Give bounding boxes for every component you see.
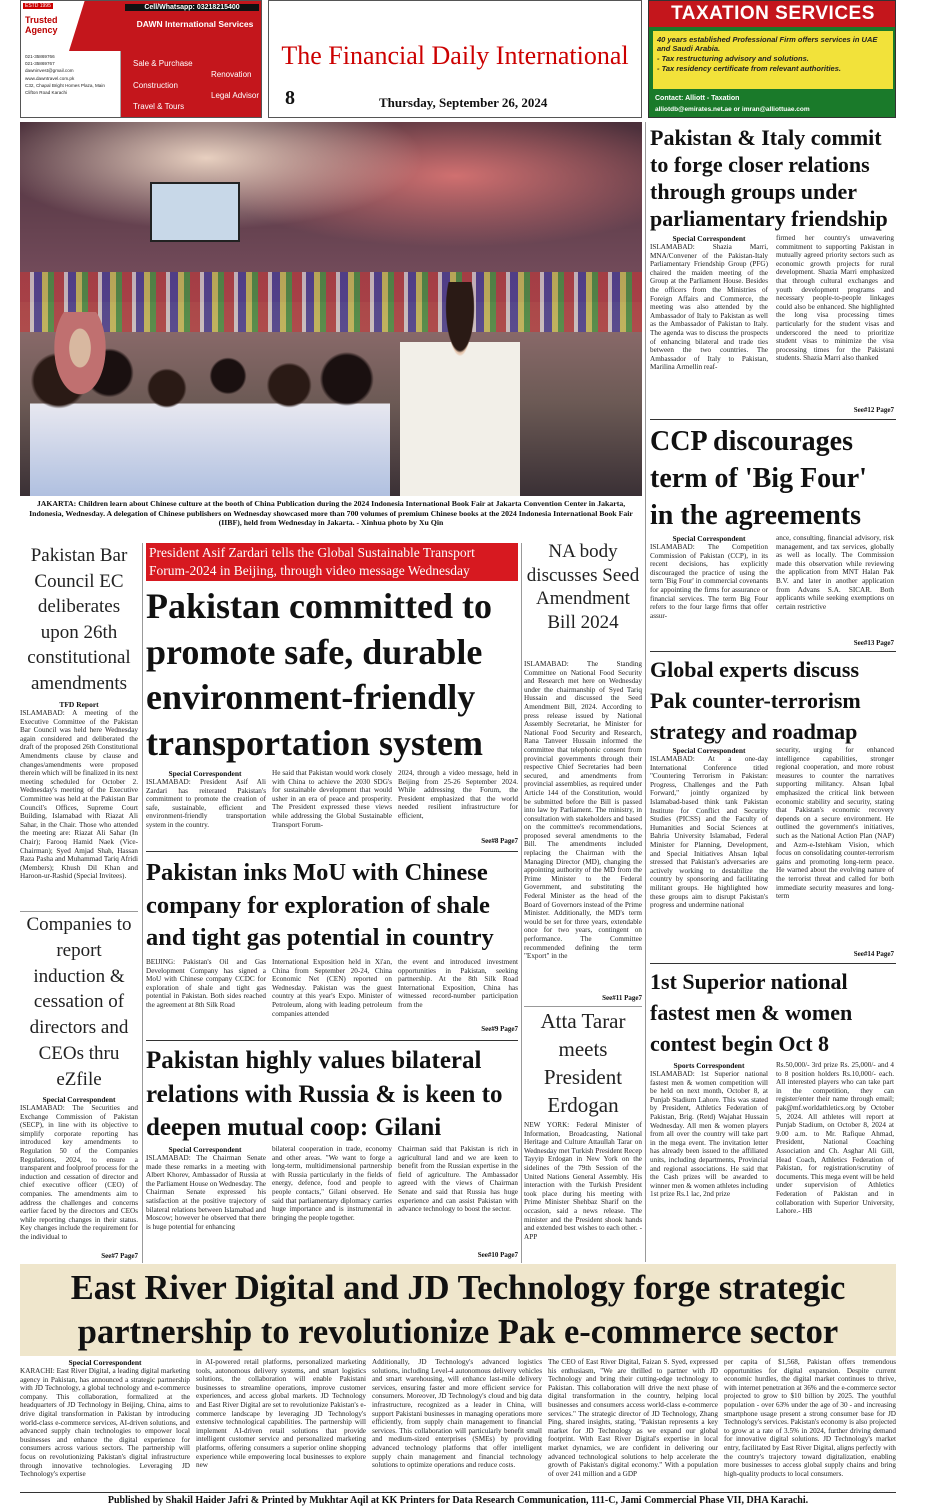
companies-body: ISLAMABAD: The Securities and Exchange Commission of Pakistan (SECP), in line with its objective to simplify corporate reporting has introduced key amendments to Regulation 50 of the Companies Regulations, 2024, to ensure a transparent and foolproof process for the induction and cessation of director and chief executive officer (CEO) of companies. The amendments aim to address the challenges and concerns earlier faced by the directors and CEOs while reporting changes in their status. Key changes include the requirement for the individual to bbox=[20, 1104, 138, 1241]
ad-service-4: Legal Advisor bbox=[211, 91, 260, 100]
zardari-body-col3: 2024, through a video message, held in Beijing from 25-26 September 2024. While addressing the Forum, the President emphasized that the world needed resilient infrastructure for efficient, bbox=[398, 769, 518, 820]
tax-ad-contact: Contact: Alliott - Taxation bbox=[655, 95, 740, 102]
ad-left-panel bbox=[21, 1, 121, 118]
photo-hijab-woman bbox=[50, 312, 110, 402]
companies-byline: Special Correspondent bbox=[42, 1095, 116, 1104]
global-continued: See#14 Page7 bbox=[853, 950, 894, 958]
erd-byline: Special Correspondent bbox=[68, 1358, 142, 1367]
italy-body-col1: ISLAMABAD: Shazia Marri, MNA/Convener of the Pakistan-Italy Parliamentary Friendship Group (PFG) chaired the maiden meeting of the Group at the Parliament House. Besides the officers from the Ministries of Foreign Affairs and Commerce, the meeting was also attended by the Ambassador of Italy to Pakistan as well as the Ambassador of Pakistan to Italy. The agenda was to discuss the prospects of enhancing bilateral and trade ties between the two countries. The Ambassador of Italy to Pakistan, Marilina Armellin reaf- bbox=[650, 243, 768, 372]
italy-continued: See#12 Page7 bbox=[853, 406, 894, 414]
contact-website: www.dawntravel.com.pk bbox=[25, 75, 75, 81]
divider bbox=[650, 963, 896, 964]
ad-dawn-international bbox=[20, 0, 262, 118]
global-body-col2: security, urging for enhanced intelligence capabilities, stronger regional cooperation, and more robust measures to counter the narratives supporting militancy. Ahsan Iqbal emphasized the critical link between economic stability and security, stating that Pakistan's economic recovery depends on a secure environment. He outlined the government's initiatives, such as the National Action Plan (NAP) and Azm-e-Istehkam Vision, which focus on consolidating counter-terrorism gains and promoting long-term peace. He warned about the evolving nature of the terrorist threat and called for both immediate security measures and long-term bbox=[776, 746, 894, 901]
global-byline: Special Correspondent bbox=[672, 746, 746, 755]
book-fair-photo bbox=[20, 122, 642, 496]
contact-address: C32, Chapal Bright Homes Plaza, Main Clifton Road Karachi bbox=[25, 82, 105, 96]
photo-screen bbox=[150, 182, 240, 242]
ad-right-panel bbox=[121, 1, 262, 118]
companies-continued: See#7 Page7 bbox=[101, 1252, 138, 1260]
ad-phone: Cell/Whatsapp: 03218215400 bbox=[125, 4, 259, 11]
companies-headline: Companies to report induction & cessation of directors and CEOs thru eZfile bbox=[26, 914, 132, 1090]
erd-body-col2: in AI-powered retail platforms, personalized marketing tools, autonomous delivery systems, and smart logistics solutions, the collaboration will enable Pakistani businesses to streamline operations, improve customer experiences, and access global markets. JD Technology and East River Digital are set to revolutionize Pakistan's e-commerce landscape by leveraging JD Technology's extensive technological capabilities. The partnership will implement AI-driven retail solutions that provide intelligent customer service and personalized marketing platforms, offering consumers a superior online shopping experience while empowering local businesses to explore new bbox=[196, 1358, 366, 1470]
zardari-body-col1: ISLAMABAD: President Asif Ali Zardari has reiterated Pakistan's commitment to promote the creation of safe, sustainable, efficient and environment-friendly transportation system in the country. bbox=[146, 778, 266, 829]
divider bbox=[146, 1040, 518, 1041]
tax-ad-box bbox=[653, 31, 893, 89]
russia-continued: See#10 Page7 bbox=[477, 1251, 518, 1259]
ccp-byline: Special Correspondent bbox=[672, 534, 746, 543]
bar-body: ISLAMABAD: A meeting of the Executive Committee of the Pakistan Bar Council was held here Wednesday again considered and deliberated the draft of the proposed 26th Constitutional Amendments clause by clause and changes/amendments were proposed therein which will be finalized in its next meeting scheduled for October 2. Wednesday's meeting of the Executive Committee was held at the Pakistan Bar Council's Offices, Supreme Court Building, Islamabad with Riazat Ali Sahar, in the Chair. Those who attended the meeting are: Riazat Ali Sahar (In Chair); Farooq Hamid Naek (Vice-Chairman); Syed Amjad Shah, Hassan Raza Pasha and Muhammad Tariq Afridi (Members); Khush Dil Khan and Haroon-ur-Rashid (Special Invitees). bbox=[20, 709, 138, 881]
footer-rule bbox=[20, 1492, 896, 1493]
superior-body-col2: Rs.50,000/- 3rd prize Rs. 25,000/- and 4 to 8 position holders Rs.10,000/- each. All interested players who can take part in the competition, they can register/enter their name through email; pak@mf.worldathletics.org by October 5, 2024. All athletes will report at Punjab Stadium, on October 8, 2024 at 9.00 a.m. to Mr. Rafique Ahmad, President, National Coaching Association and Ch. Asghar Ali Gill, Head Coach, Athletics Federation of Pakistan, for registration/scrutiny of documents. This mega event will be held under supervision of Athletics Federation of Pakistan and in collaboration with Superior University, Lahore.- HB bbox=[776, 1061, 894, 1216]
vertical-rule bbox=[521, 543, 522, 1263]
footer-imprint: Published by Shakil Haider Jafri & Printed by Mukhtar Aqil at KK Printers for Data Research Communication, 111-C, Jami Commercial Phase VII, DHA Karachi. bbox=[107, 1495, 809, 1506]
photo-bookshelf bbox=[20, 272, 642, 332]
ad-service-1: Sale & Purchase bbox=[133, 59, 193, 68]
ccp-body-col2: ance, consulting, financial advisory, risk management, and tax services, globally as well as locally. The Commission made this observation while reviewing the application from MNT Halan Pak B.V. and later in another application from Advans S.A. SICAR. Both applicants while seeking exemptions on certain restrictive bbox=[776, 534, 894, 611]
photo-woman bbox=[400, 282, 520, 496]
erd-body-col4: The CEO of East River Digital, Faizan S. Syed, expressed his enthusiasm, "We are thrilled to partner with JD Technology and bring their cutting-edge technology to Pakistan. This collaboration will drive the next phase of digital transformation in the country, helping local businesses and consumers access world-class e-commerce services." The strategic director of JD Technology, Zhang Ping, shared insights, stating, "Pakistan represents a key market for JD Technology as we expand our global footprint. With East River Digital's expertise in local market dynamics, we are confident in delivering our advanced technological solutions to help accelerate the growth of Pakistan's digital economy." With a population of over 241 million and a GDP bbox=[548, 1358, 718, 1478]
vertical-rule bbox=[142, 543, 143, 1263]
ccp-continued: See#13 Page7 bbox=[853, 639, 894, 647]
zardari-kicker: President Asif Zardari tells the Global Sustainable Transport Forum-2024 in Beijing, through video message Wednesday bbox=[146, 543, 518, 581]
russia-body-col2: bilateral cooperation in trade, economy and other areas. "We want to forge a long-term, multidimensional partnership with Russia particularly in the fields of energy, defence, food and people to people contacts," Gilani observed. He said that parliamentary diplomacy carries huge importance and is instrumental in bringing the people together. bbox=[272, 1145, 392, 1222]
contact-email: dawninvest@gmail.com bbox=[25, 68, 74, 74]
na-continued: See#11 Page7 bbox=[602, 994, 642, 1002]
bar-headline: Pakistan Bar Council EC deliberates upon 26th constitutional amendments bbox=[27, 545, 131, 694]
photo-caption: JAKARTA: Children learn about Chinese culture at the booth of China Publication during the 2024 Indonesia International Book Fair at Jakarta Convention Center in Jakarta, Indonesia, Wednesday. A delegation of Chinese publishers on Wednesday showcased more than 700 volumes of premium Chinese books at the 2024 Indonesia International Book Fair (IIBF), held from Wednesday in Jakarta. - Xinhua photo by Xu Qin bbox=[29, 499, 633, 528]
bar-byline: TFD Report bbox=[59, 700, 99, 709]
italy-byline: Special Correspondent bbox=[672, 234, 746, 243]
contact-phone-1: 021-35869766 bbox=[25, 54, 55, 59]
masthead-title: The Financial Daily International bbox=[281, 41, 629, 70]
mou-body-col1: BEIJING: Pakistan's Oil and Gas Development Company has signed a MoU with Chinese company CCDC for exploration of shale and tight gas potential in Pakistan. Both sides reached the agreement at 8th Silk Road bbox=[146, 958, 266, 1009]
global-headline: Global experts discuss Pak counter-terrorism strategy and roadmap bbox=[650, 657, 861, 744]
tax-ad-line-1: 40 years established Professional Firm offers services in UAE and Saudi Arabia. bbox=[657, 35, 878, 53]
vertical-rule bbox=[645, 122, 646, 1262]
ad-company: DAWN International Services bbox=[136, 19, 254, 29]
erd-headline-line-1: East River Digital and JD Technology forge strategic bbox=[70, 1269, 846, 1307]
erd-headline-line-2: partnership to revolutionize Pak e-commerce sector bbox=[77, 1313, 839, 1351]
ad-estd: ESTD 1995 bbox=[25, 3, 51, 9]
erd-body-col1: KARACHI: East River Digital, a leading digital marketing agency in Pakistan, has announced a strategic partnership with JD Technology, a global technology and e-commerce company. This collaboration, formalized at the headquarters of JD Technology in Beijing, China, aims to drive digital transformation in Pakistan by introducing world-class e-commerce services, AI-driven solutions, and advanced supply chain technologies to empower local businesses and enhance the digital experience for consumers across various sectors. The partnership will focus on revolutionizing Pakistan's digital infrastructure through innovative technologies. Leveraging JD Technology's expertise bbox=[20, 1367, 190, 1479]
erd-body-col5: per capita of $1,568, Pakistan offers tremendous opportunities for digital expansion. Despite current economic hurdles, the digital market continues to thrive, with internet penetration at 36% and the e-commerce sector projected to grow to $10 billion by 2025. The youthful population - over 63% under the age of 30 - and increasing smartphone usage present a strong consumer base for JD Technology's services. Pakistan's economy is also projected to grow at a rate of 3.5% in 2024, further driving demand for innovative digital solutions. JD Technology's market entry, facilitated by East River Digital, aligns perfectly with the country's trajectory toward digitalization, enabling more businesses to access global supply chains and bring high-quality products to local consumers. bbox=[724, 1358, 896, 1478]
superior-headline: 1st Superior national fastest men & women contest begin Oct 8 bbox=[650, 969, 853, 1056]
page-number: 8 bbox=[285, 87, 295, 109]
russia-headline: Pakistan highly values bilateral relations with Russia & is keen to deepen mutual coop: Gilani bbox=[146, 1047, 503, 1141]
tax-ad-line-3: - Tax residency certificate from relevant authorities. bbox=[657, 64, 841, 73]
contact-phone-2: 021-35869767 bbox=[25, 61, 55, 67]
mou-body-col2: International Exposition held in Xi'an, China from September 20-24, China Economic Net (CEN) reported on Wednesday. Pakistan was the guest country at this year's Expo. Minister of Petroleum, along with leading petroleum companies attended bbox=[272, 958, 392, 1018]
ad-service-3: Construction bbox=[133, 81, 178, 90]
mou-headline: Pakistan inks MoU with Chinese company for exploration of shale and tight gas potential in country bbox=[146, 859, 494, 951]
italy-body-col2: firmed her country's unwavering commitment to supporting Pakistan in mutually agreed priority sectors such as economic growth projects for rural development. Shazia Marri emphasized that through cultural exchanges and youth development programs and necessary people-to-people linkages could also be enhanced. She highlighted the long visa processing times particularly for the student visas and underscored the need to prioritize student visas to minimize the visa processing times for the Pakistani students. Shazia Marri also thanked bbox=[776, 234, 894, 363]
na-body: ISLAMABAD: The Standing Committee on National Food Security and Research met here on Wednesday under the chairmanship of Syed Tariq Hussain and discussed the Seed Amendment Bill, 2024. According to press release issued by National Assembly Secretariat, he Minister for National Food Security and Research, Rana Tanveer Hussain informed the committee that telephonic consent from provincial governments through their respective Chief Secretaries had been secured, and amendments from provincial assemblies, as required under Article 144 of the Constitution, would be submitted before the Bill is passed into law by Parliament. The ministry, in consultation with stakeholders and based on the committee's recommendations, proposed several amendments to the Bill. The amendments included replacing the Chairman with the Managing Director (MD), changing the appointing authority of the MD from the Prime Minister to the Federal Government, and substituting the Federal Minister as the head of the Board of Governors instead of the Prime Minister. Additionally, the MD's term would be set for three years, extendable once for two years, contingent on performance. The Committee recommended defining the term "Export" in the bbox=[524, 660, 642, 961]
ad-service-5: Travel & Tours bbox=[133, 102, 185, 111]
mou-body-col3: the event and introduced investment opportunities in Pakistan, seeking partnership. At the 8th Silk Road International Exposition, China has witnessed record-number participation from the bbox=[398, 958, 518, 1009]
issue-date: Thursday, September 26, 2024 bbox=[379, 95, 548, 110]
russia-body-col1: ISLAMABAD: The Chairman Senate made these remarks in a meeting with Albert Khorev, Ambassador of Russia at the Parliament House on Wednesday. The Chairman Senate expressed his satisfaction at the positive trajectory of bilateral relations between Islamabad and Moscow; however he observed that there is huge potential for enhancing bbox=[146, 1154, 266, 1231]
divider bbox=[146, 851, 518, 852]
divider bbox=[650, 419, 896, 420]
tax-ad-line-2: - Tax restructuring advisory and solutions. bbox=[657, 54, 809, 63]
ad-service-2: Renovation bbox=[211, 70, 252, 79]
ccp-body-col1: ISLAMABAD: The Competition Commission of Pakistan (CCP), in its recent decisions, has explicitly discouraged the practice of using the term 'Big Four' in commercial covenants for appointing the firms for assurance or financial services. The term Big Four refers to the four large firms that offer assur- bbox=[650, 543, 768, 620]
italy-headline: Pakistan & Italy commit to forge closer relations through groups under parliamentary friendship bbox=[650, 125, 888, 231]
tax-ad-email: alliotdb@emirates.net.ae or imran@alliottuae.com bbox=[655, 106, 810, 113]
masthead bbox=[268, 0, 642, 118]
ccp-headline: CCP discourages term of 'Big Four' in the agreements bbox=[650, 426, 867, 531]
ad-trusted-agency: Trusted Agency bbox=[25, 15, 58, 35]
erd-body-col3: Additionally, JD Technology's advanced logistics solutions, including Level-4 autonomous delivery vehicles and smart warehousing, will enhance last-mile delivery services, ensuring faster and more efficient service for consumers. Moreover, JD Technology's cloud and big data infrastructure, recognized as a leader in China, will support Pakistani businesses in managing operations more efficiently, from supply chain management to financial services. This collaboration will particularly benefit small and medium-sized enterprises (SMEs) by providing advanced technology platforms that offer intelligent supply chain management and financial technology solutions to optimize operations and reduce costs. bbox=[372, 1358, 542, 1470]
zardari-headline: Pakistan committed to promote safe, durable environment-friendly transportation system bbox=[146, 586, 492, 763]
zardari-continued: See#8 Page7 bbox=[481, 837, 518, 845]
zardari-body-col2: He said that Pakistan would work closely with China to achieve the 2030 SDG's for sustainable development that would usher in an era of peace and prosperity. The President expressed these views while addressing the Global Sustainable Transport Forum- bbox=[272, 769, 392, 829]
tarar-headline: Atta Tarar meets President Erdogan bbox=[540, 1009, 626, 1117]
tax-ad-title: TAXATION SERVICES bbox=[649, 1, 896, 27]
superior-body-col1: ISLAMABAD: 1st Superior national fastest men & women competition will be held on next month, October 8, at Punjab Stadium Lahore. This was stated by President, Athletics Federation of Pakistan, Brig. (Retd) Wajahat Hussain Wednesday. All men & women players from all over the country will take part in the mega event. The invitation letter has already been issued to the affiliated units, including departments, Provincial and regional associations. He said that the Cash prizes will be awarded to winner men & women athletes including 1st prize Rs.1 lac, 2nd prize bbox=[650, 1070, 768, 1199]
superior-byline: Sports Correspondent bbox=[673, 1061, 745, 1070]
mou-continued: See#9 Page7 bbox=[481, 1025, 518, 1033]
russia-body-col3: Chairman said that Pakistan is rich in agricultural land and we are keen to benefit from the Russian expertise in the field of agriculture. The Ambassador agreed with the views of Chairman Senate and said that Russia has huge experience and can assist Pakistan with advance technology to boost the sector. bbox=[398, 1145, 518, 1214]
ad-contacts bbox=[25, 53, 115, 96]
zardari-byline: Special Correspondent bbox=[168, 769, 242, 778]
russia-byline: Special Correspondent bbox=[168, 1145, 242, 1154]
global-body-col1: ISLAMABAD: At a one-day International Conference titled "Countering Terrorism in Pakistan: Progress, Challenges and the Path Forward," jointly organized by Islamabad-based think tank Pakistan Institute for Conflict and Security Studies (PICSS) and the Faculty of Humanities and Social Sciences at Bahria University Islamabad, Federal Minister for Planning, Development, and Special Initiatives Ahsan Iqbal stressed that Pakistan's adversaries are actively working to destabilize the country by sponsoring and facilitating militant groups. He highlighted how these groups aim to disrupt Pakistan's progress and undermine national bbox=[650, 755, 768, 910]
tarar-body: NEW YORK: Federal Minister of Information, Broadcasting, National Heritage and Culture Attaullah Tarar on Wednesday met Turkish President Recep Tayyip Erdogan in New York on the sidelines of the 79th Session of the United Nations General Assembly. His interaction with the Turkish President took place during his meeting with Prime Minister Shehbaz Sharif on the occasion, said a news release. The minister and the President shook hands and extended best wishes to each other. - APP bbox=[524, 1121, 642, 1241]
ad-red-shape bbox=[69, 1, 121, 51]
na-headline: NA body discusses Seed Amendment Bill 2024 bbox=[526, 541, 640, 633]
divider bbox=[650, 651, 896, 652]
ad-taxation-services bbox=[648, 0, 896, 118]
